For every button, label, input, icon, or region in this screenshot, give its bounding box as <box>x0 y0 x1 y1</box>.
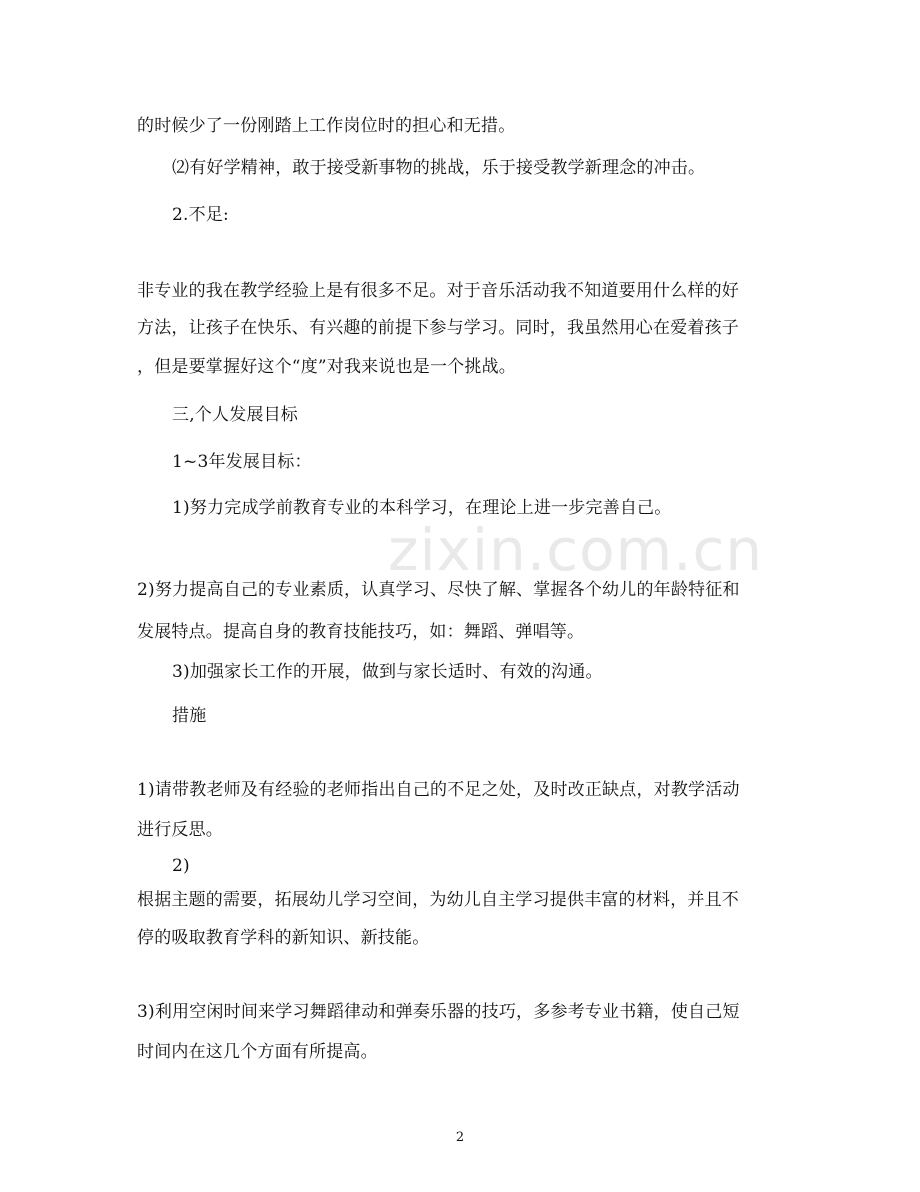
body-line: 发展特点。提高自身的教育技能技巧，如：舞蹈、弹唱等。 <box>137 622 585 642</box>
body-line: 1)请带教老师及有经验的老师指出自己的不足之处，及时改正缺点，对教学活动 <box>137 780 740 800</box>
body-line: 停的吸取教育学科的新知识、新技能。 <box>137 928 430 948</box>
body-line: 方法，让孩子在快乐、有兴趣的前提下参与学习。同时，我虽然用心在爱着孩子 <box>137 318 739 338</box>
subheading: 1~3年发展目标： <box>172 452 312 472</box>
body-line: 2) <box>172 856 190 876</box>
body-line: 的时候少了一份刚踏上工作岗位时的担心和无措。 <box>137 116 516 136</box>
body-line: 2)努力提高自己的专业素质，认真学习、尽快了解、掌握各个幼儿的年龄特征和 <box>137 580 740 600</box>
page-number: 2 <box>455 1130 465 1145</box>
body-line: ，但是要掌握好这个“度”对我来说也是一个挑战。 <box>137 357 516 377</box>
body-line: 非专业的我在教学经验上是有很多不足。对于音乐活动我不知道要用什么样的好 <box>137 281 739 301</box>
watermark: zixin.com.cn <box>388 516 764 584</box>
section-heading: 三,个人发展目标 <box>172 405 299 425</box>
body-line: 根据主题的需要，拓展幼儿学习空间，为幼儿自主学习提供丰富的材料，并且不 <box>137 890 739 910</box>
body-line: 时间内在这几个方面有所提高。 <box>137 1042 378 1062</box>
section-heading: 2.不足: <box>172 205 229 225</box>
body-line: 3)利用空闲时间来学习舞蹈律动和弹奏乐器的技巧，多参考专业书籍，使自己短 <box>137 1002 740 1022</box>
body-line: 3)加强家长工作的开展，做到与家长适时、有效的沟通。 <box>172 662 603 682</box>
body-line: 进行反思。 <box>137 820 223 840</box>
body-line: ⑵有好学精神，敢于接受新事物的挑战，乐于接受教学新理念的冲击。 <box>172 158 706 178</box>
subheading: 措施 <box>172 706 207 726</box>
body-line: 1)努力完成学前教育专业的本科学习，在理论上进一步完善自己。 <box>172 498 672 518</box>
